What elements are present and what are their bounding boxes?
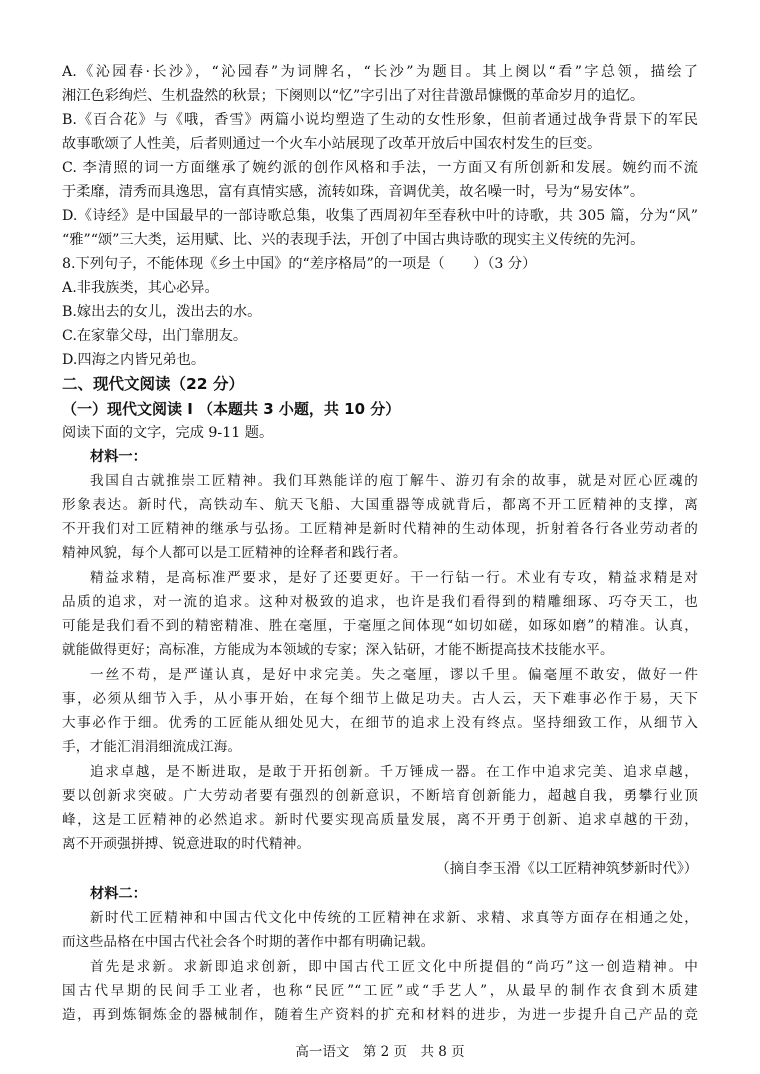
paragraph-line: 首先是求新。求新即追求创新，即中国古代工匠文化中所提倡的“尚巧”这一创造精神。中	[90, 959, 698, 975]
option-c-line2: 于柔靡，清秀而具逸思，富有真情实感，流转如珠，音调优美，故名噪一时，号为“易安体”。	[62, 184, 645, 200]
question-8-option-c: C.在家靠父母，出门靠朋友。	[62, 328, 248, 344]
paragraph-line: 要以创新求突破。广大劳动者要有强烈的创新意识，不断培育创新能力，超越自我，勇攀行业顶	[62, 788, 698, 804]
question-8-option-a: A.非我族类，其心必异。	[62, 280, 219, 296]
paragraph-line: 一丝不苟，是严谨认真，是好中求完美。失之毫厘，谬以千里。偏毫厘不敢安，做好一件	[90, 667, 698, 683]
option-c-line1: C. 李清照的词一方面继承了婉约派的创作风格和手法，一方面又有所创新和发展。婉约而不流	[62, 160, 698, 176]
paragraph-line: 精神风貌，每个人都可以是工匠精神的诠释者和践行者。	[62, 545, 407, 561]
paragraph-line: 可能是我们看不到的精密精准、胜在毫厘，于毫厘之间体现“如切如磋，如琢如磨”的精准。认真，	[62, 618, 698, 634]
paragraph-line: 大事必作于细。优秀的工匠能从细处见大，在细节的追求上没有终点。坚持细致工作，从细节入	[62, 715, 698, 731]
material-2-label: 材料二：	[90, 886, 147, 902]
paragraph-line: 精益求精，是高标准严要求，是好了还要更好。干一行钻一行。术业有专攻，精益求精是对	[90, 570, 698, 586]
option-a-line1: A.《沁园春·长沙》，“沁园春”为词牌名，“长沙”为题目。其上阕以“看”字总领，描绘了	[62, 64, 698, 80]
question-8-stem: 8.下列句子，不能体现《乡土中国》的“差序格局”的一项是（ ）（3 分）	[62, 256, 537, 272]
option-a-line2: 湘江色彩绚烂、生机盎然的秋景；下阕则以“忆”字引出了对往昔激昂慷慨的革命岁月的追忆。	[62, 88, 645, 104]
option-b-line2: 故事歌颂了人性美，后者则通过一个火车小站展现了改革开放后中国农村发生的巨变。	[62, 136, 602, 152]
option-b-line1: B.《百合花》与《哦，香雪》两篇小说均塑造了生动的女性形象，但前者通过战争背景下的军民	[62, 112, 698, 128]
option-d-line1: D.《诗经》是中国最早的一部诗歌总集，收集了西周初年至春秋中叶的诗歌，共 305 篇，分为“风”	[62, 208, 698, 224]
paragraph-line: 离不开顽强拼搏、锐意进取的时代精神。	[62, 836, 311, 852]
paragraph-line: 品质的追求，对一流的追求。这种对极致的追求，也许是我们看得到的精雕细琢、巧夺天工，也	[62, 594, 698, 610]
page-footer: 高一语文 第 2 页 共 8 页	[295, 1044, 465, 1060]
paragraph-line: 造，再到炼铜炼金的器械制作，随着生产资料的扩充和材料的进步，为进一步提升自己产品的竞	[62, 1007, 698, 1023]
question-8-option-d: D.四海之内皆兄弟也。	[62, 352, 206, 368]
reading-instruction: 阅读下面的文字，完成 9-11 题。	[62, 425, 274, 441]
section-heading: 二、现代文阅读（22 分）	[62, 375, 244, 393]
material-1-label: 材料一：	[90, 449, 147, 465]
paragraph-line: 国古代早期的民间手工业者，也称“民匠”“工匠”或“手艺人”，从最早的制作衣食到木质建	[62, 983, 698, 999]
material-1-source: （摘自李玉滑《以工匠精神筑梦新时代》）	[435, 861, 698, 877]
question-8-option-b: B.嫁出去的女儿，泼出去的水。	[62, 304, 262, 320]
subsection-heading: （一）现代文阅读 I （本题共 3 小题，共 10 分）	[62, 400, 401, 418]
paragraph-line: 我国自古就推崇工匠精神。我们耳熟能详的庖丁解牛、游刃有余的故事，就是对匠心匠魂的	[90, 473, 698, 489]
paragraph-line: 新时代工匠精神和中国古代文化中传统的工匠精神在求新、求精、求真等方面存在相通之处，	[90, 910, 698, 926]
paragraph-line: 事，必须从细节入手，从小事开始，在每个细节上做足功夫。古人云，天下难事必作于易，天下	[62, 691, 698, 707]
paragraph-line: 峰，这是工匠精神的必然追求。新时代要实现高质量发展，离不开勇于创新、追求卓越的干劲，	[62, 812, 698, 828]
paragraph-line: 就能做得更好；高标准，方能成为本领域的专家；深入钻研，才能不断提高技术技能水平。	[62, 642, 614, 658]
option-d-line2: “雅”“颂”三大类，运用赋、比、兴的表现手法，开创了中国古典诗歌的现实主义传统的先河。	[62, 232, 645, 248]
paragraph-line: 追求卓越，是不断进取，是敢于开拓创新。千万锤成一器。在工作中追求完美、追求卓越，	[90, 764, 698, 780]
paragraph-line: 不开我们对工匠精神的继承与弘扬。工匠精神是新时代精神的生动体现，折射着各行各业劳动者的	[62, 521, 698, 537]
paragraph-line: 形象表达。新时代，高铁动车、航天飞船、大国重器等成就背后，都离不开工匠精神的支撑，离	[62, 497, 698, 513]
paragraph-line: 而这些品格在中国古代社会各个时期的著作中都有明确记载。	[62, 934, 435, 950]
paragraph-line: 手，才能汇涓涓细流成江海。	[62, 739, 242, 755]
